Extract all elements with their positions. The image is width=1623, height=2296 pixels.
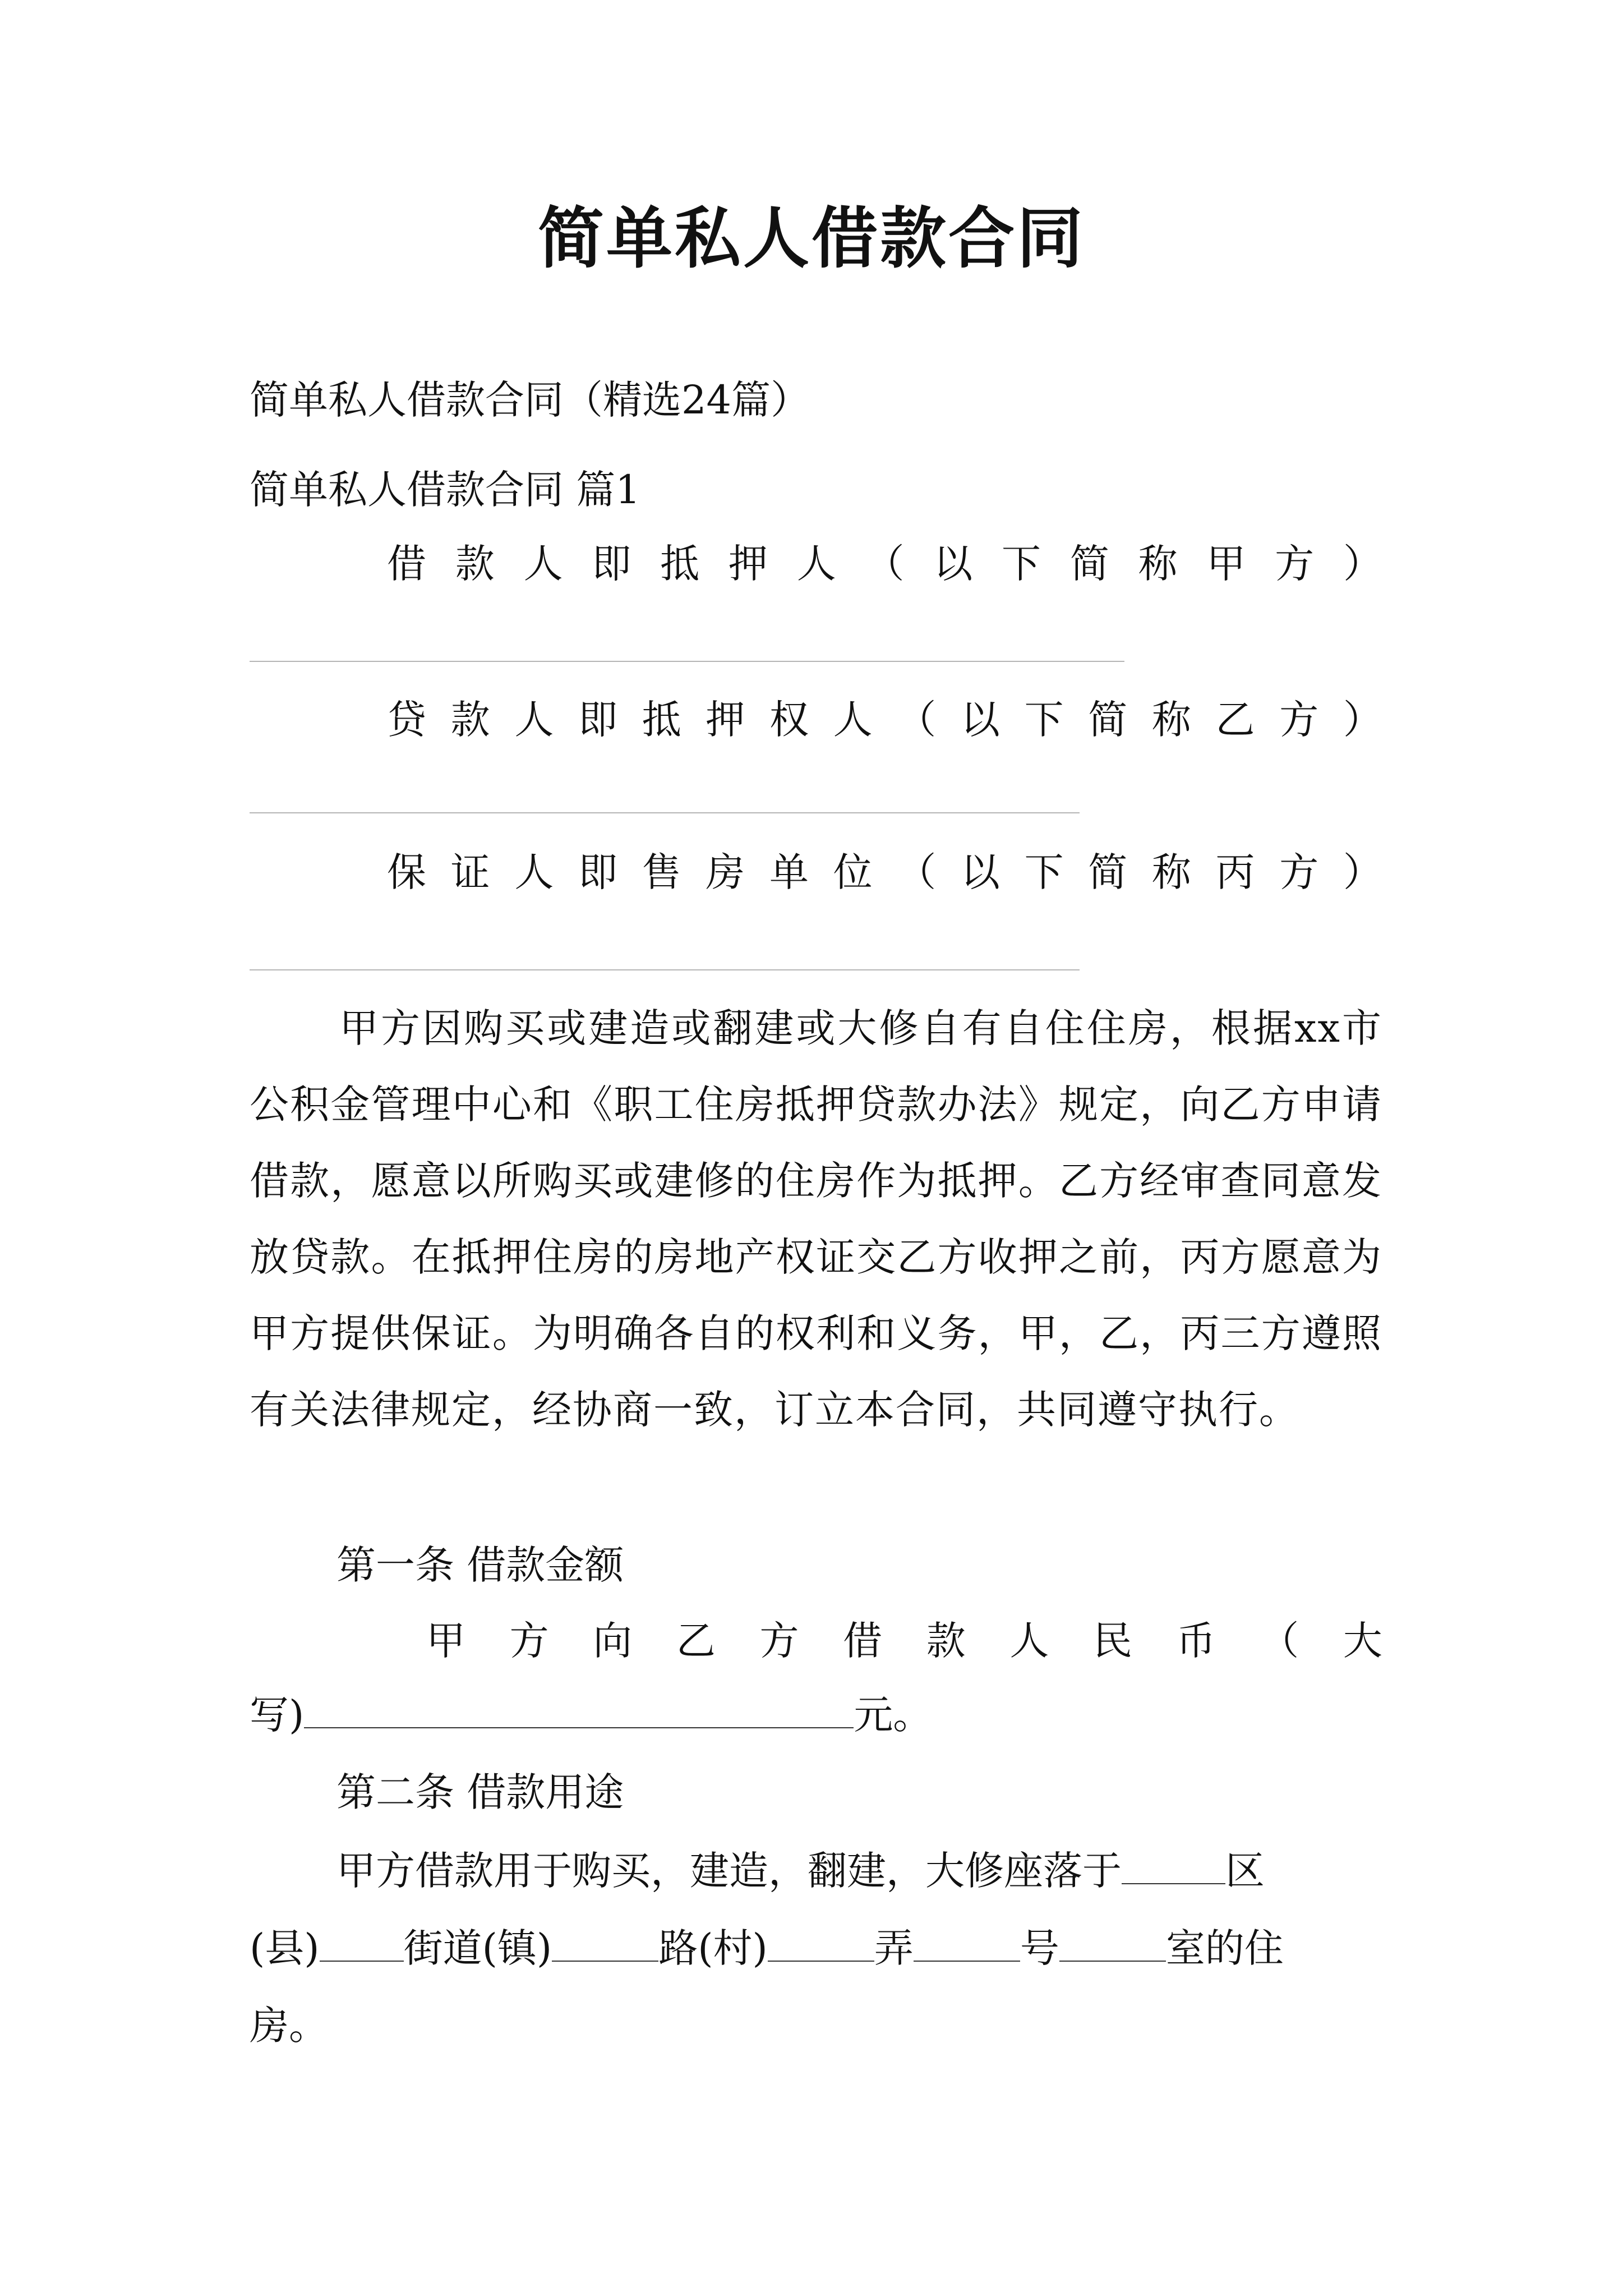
spaced-char: 向	[593, 1618, 633, 1664]
spaced-char: 款	[455, 541, 495, 587]
spaced-char: 抵	[642, 697, 681, 743]
spaced-char: 即	[578, 849, 617, 895]
spaced-char: 借	[843, 1618, 883, 1664]
number-blank	[1059, 1925, 1166, 1962]
article-2-text-b: 区	[1225, 1848, 1265, 1894]
spaced-char: 抵	[660, 541, 700, 587]
street-blank	[552, 1925, 658, 1962]
spaced-char: 简	[1069, 541, 1109, 587]
spaced-char: 称	[1138, 541, 1178, 587]
spaced-char: 简	[1088, 697, 1128, 743]
intro-paragraph: 甲方因购买或建造或翻建或大修自有自住住房，根据xx市公积金管理中心和《职工住房抵押贷款办法》规定，向乙方申请借款，愿意以所购买或建修的住房作为抵押。乙方经审查同意发放贷款。在抵押住房的房地产权证交乙方收押之前，丙方愿意为甲方提供保证。为明确各自的权利和义务，甲，乙，丙三方遵照有关法律规定，经协商一致，订立本合同，共同遵守执行。	[250, 1005, 1382, 1433]
spaced-char: 人	[796, 541, 836, 587]
spaced-char: 乙	[676, 1618, 716, 1664]
spaced-char: 即	[592, 541, 631, 587]
article-2-text-g: 号	[1020, 1925, 1059, 1971]
spaced-char: 简	[1088, 849, 1128, 895]
spaced-char: 人	[1009, 1618, 1049, 1664]
spaced-char: 权	[769, 697, 809, 743]
spaced-char: 以	[933, 541, 973, 587]
amount-blank	[304, 1691, 854, 1728]
spaced-char: 人	[514, 849, 554, 895]
spaced-char: 下	[1002, 541, 1041, 587]
spaced-char: 方	[1279, 849, 1319, 895]
article-2-text-d: 街道(镇)	[403, 1925, 552, 1971]
article-2-line-1	[336, 1846, 1382, 1896]
spaced-char: ）	[1343, 541, 1382, 587]
spaced-char: 方	[1279, 697, 1319, 743]
spaced-char: （	[865, 541, 905, 587]
spaced-char: 称	[1151, 697, 1191, 743]
spaced-char: 售	[642, 849, 681, 895]
county-blank	[320, 1925, 404, 1962]
article-2-text-f: 弄	[874, 1925, 914, 1971]
article-1-line	[426, 1616, 1382, 1666]
article-1-amount-line	[250, 1690, 1382, 1740]
article-2-text-e: 路(村)	[658, 1925, 768, 1971]
spaced-char: （	[1260, 1618, 1299, 1664]
party-a-blank	[250, 661, 1124, 662]
spaced-char: 甲	[1206, 541, 1246, 587]
spaced-char: 方	[1275, 541, 1315, 587]
spaced-char: 押	[728, 541, 768, 587]
spaced-char: 币	[1176, 1618, 1216, 1664]
spaced-char: 方	[509, 1618, 549, 1664]
article-2-line-2	[250, 1923, 1382, 1973]
spaced-char: 丙	[1215, 849, 1255, 895]
spaced-char: （	[897, 849, 937, 895]
article-1-prefix: 写)	[250, 1692, 305, 1738]
party-b-blank	[250, 812, 1080, 813]
spaced-char: 下	[1024, 849, 1064, 895]
spaced-char: 人	[514, 697, 554, 743]
spaced-char: 借	[387, 541, 426, 587]
spaced-char: 款	[450, 697, 490, 743]
spaced-char: 以	[960, 697, 1000, 743]
lane-blank	[914, 1925, 1020, 1962]
spaced-char: 人	[833, 697, 873, 743]
spaced-char: 以	[960, 849, 1000, 895]
party-c-blank	[250, 969, 1080, 970]
article-2-line-3: 房。	[250, 2003, 328, 2049]
spaced-char: 称	[1151, 849, 1191, 895]
spaced-char: 甲	[426, 1618, 465, 1664]
spaced-char: 证	[450, 849, 490, 895]
article-2-text-c: (县)	[250, 1925, 320, 1971]
spaced-char: 大	[1343, 1618, 1382, 1664]
article-1-heading: 第一条 借款金额	[336, 1542, 624, 1588]
spaced-char: （	[897, 697, 937, 743]
spaced-char: 贷	[387, 697, 426, 743]
spaced-char: 方	[759, 1618, 799, 1664]
spaced-char: ）	[1343, 697, 1382, 743]
spaced-char: 下	[1024, 697, 1064, 743]
section-heading: 简单私人借款合同 篇1	[250, 467, 640, 513]
spaced-char: 押	[706, 697, 745, 743]
spaced-char: 款	[926, 1618, 966, 1664]
document-title: 简单私人借款合同	[537, 199, 1085, 277]
party-b-line	[387, 694, 1382, 745]
spaced-char: 人	[523, 541, 563, 587]
article-1-suffix: 元。	[854, 1692, 933, 1738]
spaced-char: 位	[833, 849, 873, 895]
district-blank	[1122, 1847, 1225, 1884]
road-blank	[768, 1925, 874, 1962]
spaced-char: 即	[578, 697, 617, 743]
party-c-line	[387, 847, 1382, 898]
subtitle: 简单私人借款合同（精选24篇）	[250, 377, 810, 423]
spaced-char: 乙	[1215, 697, 1255, 743]
article-2-text-a: 甲方借款用于购买，建造，翻建，大修座落于	[336, 1848, 1122, 1894]
article-2-heading: 第二条 借款用途	[336, 1769, 624, 1815]
spaced-char: 单	[769, 849, 809, 895]
article-2-text-h: 室的住	[1165, 1925, 1284, 1971]
spaced-char: 房	[706, 849, 745, 895]
spaced-char: ）	[1343, 849, 1382, 895]
spaced-char: 保	[387, 849, 426, 895]
spaced-char: 民	[1093, 1618, 1132, 1664]
party-a-line	[387, 539, 1382, 589]
